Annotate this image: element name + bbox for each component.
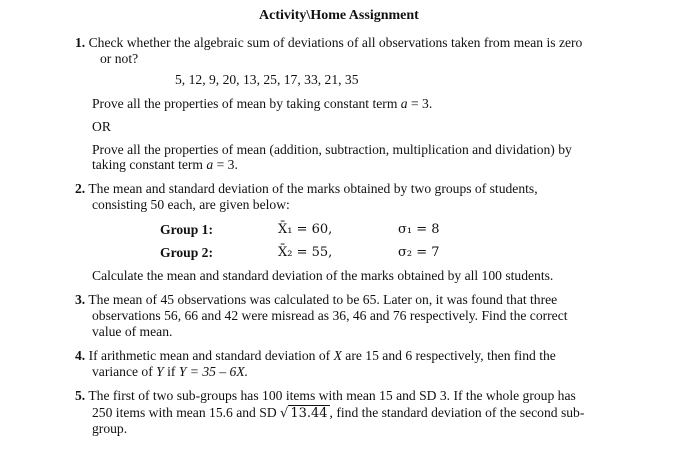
question-1-line-2: or not? [100,51,139,66]
question-1-prove-2-line-2 [92,157,238,173]
question-5-text-3: , find the standard deviation of the second sub- [329,405,585,420]
question-2-calc: Calculate the mean and standard deviation of the marks obtained by all 100 students. [92,268,554,283]
question-3-line-2: observations 56, 66 and 42 were misread as 36, 46 and 76 respectively. Find the correct [92,308,568,323]
question-4-text-3: variance of [92,364,157,379]
question-3-text-1: The mean of 45 observations was calculated to be 65. Later on, it was found that three [88,292,558,307]
group-2-sd: σ₂ = 7 [398,245,440,260]
question-2-text-1: The mean and standard deviation of the marks obtained by two groups of students, [88,181,538,196]
group-1-sd: σ₁ = 8 [398,222,440,237]
question-3-line-1 [75,292,557,308]
question-1-prove-1 [92,96,432,112]
group-2-mean: X̄₂ = 55, [278,245,333,260]
prove-2-variable: a [206,157,214,172]
question-2-line-1 [75,181,538,197]
question-4-text-1: If arithmetic mean and standard deviation of [88,348,334,363]
question-5-line-3: group. [92,421,128,436]
question-1-number: 1. [75,35,86,50]
question-4-variable-y: Y [156,364,164,379]
question-5-line-2 [92,405,584,422]
question-3-line-3: value of mean. [92,324,173,339]
prove-1-variable: a [400,96,408,111]
question-4-text-2: are 15 and 6 respectively, then find the [341,348,556,363]
question-2-line-2: consisting 50 each, are given below: [92,197,290,212]
question-1-text-1: Check whether the algebraic sum of deviations of all observations taken from mean is zero [88,35,583,50]
question-4-equation: Y = 35 – 6X. [178,364,249,379]
question-3-number: 3. [75,292,86,307]
question-1-prove-2-line-1: Prove all the properties of mean (addition, subtraction, multiplication and dividation) by [92,142,572,157]
question-4-number: 4. [75,348,86,363]
question-4-line-1 [75,348,556,364]
prove-1-text: Prove all the properties of mean by taking constant term [92,96,401,111]
question-1-or: OR [92,119,111,134]
question-5-text-2: 250 items with mean 15.6 and SD [92,405,281,420]
question-1-data: 5, 12, 9, 20, 13, 25, 17, 33, 21, 35 [175,72,359,87]
square-root: √ 13.44 [280,406,328,421]
question-4-text-4: if [163,364,179,379]
page-title: Activity\Home Assignment [259,8,419,23]
question-5-text-1: The first of two sub-groups has 100 items with mean 15 and SD 3. If the whole group has [88,388,576,403]
group-2-label: Group 2: [160,245,214,260]
question-1-line-1 [75,35,582,51]
group-1-mean: X̄₁ = 60, [278,222,333,237]
question-5-line-1 [75,388,576,404]
group-1-label: Group 1: [160,222,214,237]
question-4-line-2 [92,364,248,380]
question-4-variable-x: X [333,348,342,363]
prove-2-text: taking constant term [92,157,207,172]
question-2-number: 2. [75,181,86,196]
prove-2-value: = 3. [213,157,238,172]
question-5-number: 5. [75,388,86,403]
square-root-value: 13.44 [290,406,328,421]
prove-1-value: = 3. [407,96,433,111]
